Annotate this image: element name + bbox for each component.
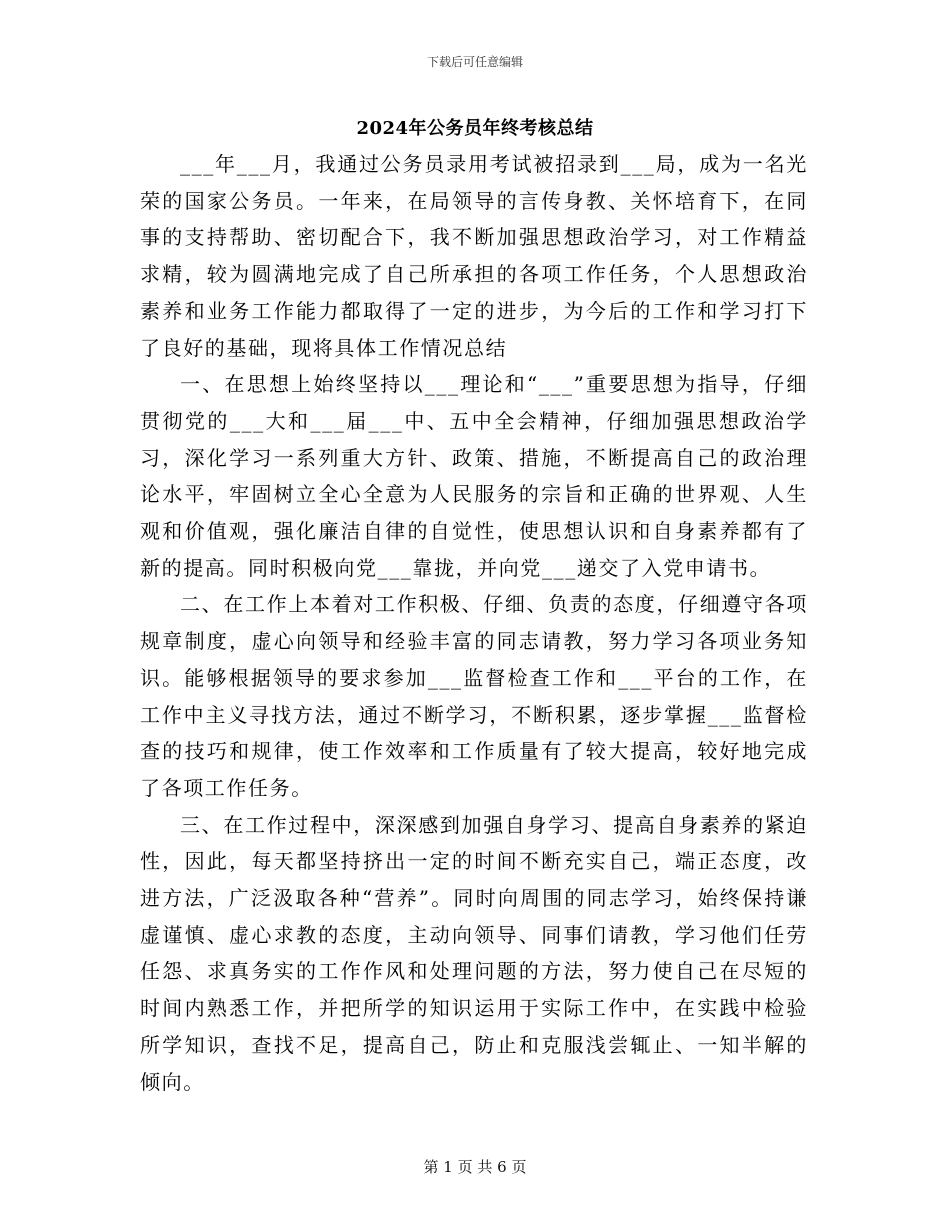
body-paragraph-intro: ___年___月，我通过公务员录用考试被招录到___局，成为一名光荣的国家公务员。一年来，在局领导的言传身教、关怀培育下，在同事的支持帮助、密切配合下，我不断加强思想政治学习，对工作精益求精，较为圆满地完成了自己所承担的各项工作任务，个人思想政治素养和业务工作能力都取得了一定的进步，为今后的工作和学习打下了良好的基础，现将具体工作情况总结 bbox=[140, 152, 808, 360]
page-header-note: 下载后可任意编辑 bbox=[426, 55, 523, 69]
page-number-footer: 第 1 页 共 6 页 bbox=[423, 1158, 527, 1176]
document-body bbox=[140, 146, 808, 1100]
body-paragraph-section-3: 三、在工作过程中，深深感到加强自身学习、提高自身素养的紧迫性，因此，每天都坚持挤出一定的时间不断充实自己，端正态度，改进方法，广泛汲取各种“营养”。同时向周围的同志学习，始终保持谦虚谨慎、虚心求教的态度，主动向领导、同事们请教，学习他们任劳任怨、求真务实的工作作风和处理问题的方法，努力使自己在尽短的时间内熟悉工作，并把所学的知识运用于实际工作中，在实践中检验所学知识，查找不足，提高自己，防止和克服浅尝辄止、一知半解的倾向。 bbox=[140, 812, 808, 1094]
body-paragraph-section-1: 一、在思想上始终坚持以___理论和“___”重要思想为指导，仔细贯彻党的___大和___届___中、五中全会精神，仔细加强思想政治学习，深化学习一系列重大方针、政策、措施，不断提高自己的政治理论水平，牢固树立全心全意为人民服务的宗旨和正确的世界观、人生观和价值观，强化廉洁自律的自觉性，使思想认识和自身素养都有了新的提高。同时积极向党___靠拢，并向党___递交了入党申请书。 bbox=[140, 372, 808, 580]
body-paragraph-section-2: 二、在工作上本着对工作积极、仔细、负责的态度，仔细遵守各项规章制度，虚心向领导和经验丰富的同志请教，努力学习各项业务知识。能够根据领导的要求参加___监督检查工作和___平台的工作，在工作中主义寻找方法，通过不断学习，不断积累，逐步掌握___监督检查的技巧和规律，使工作效率和工作质量有了较大提高，较好地完成了各项工作任务。 bbox=[140, 592, 808, 800]
document-title: 2024年公务员年终考核总结 bbox=[356, 118, 594, 139]
